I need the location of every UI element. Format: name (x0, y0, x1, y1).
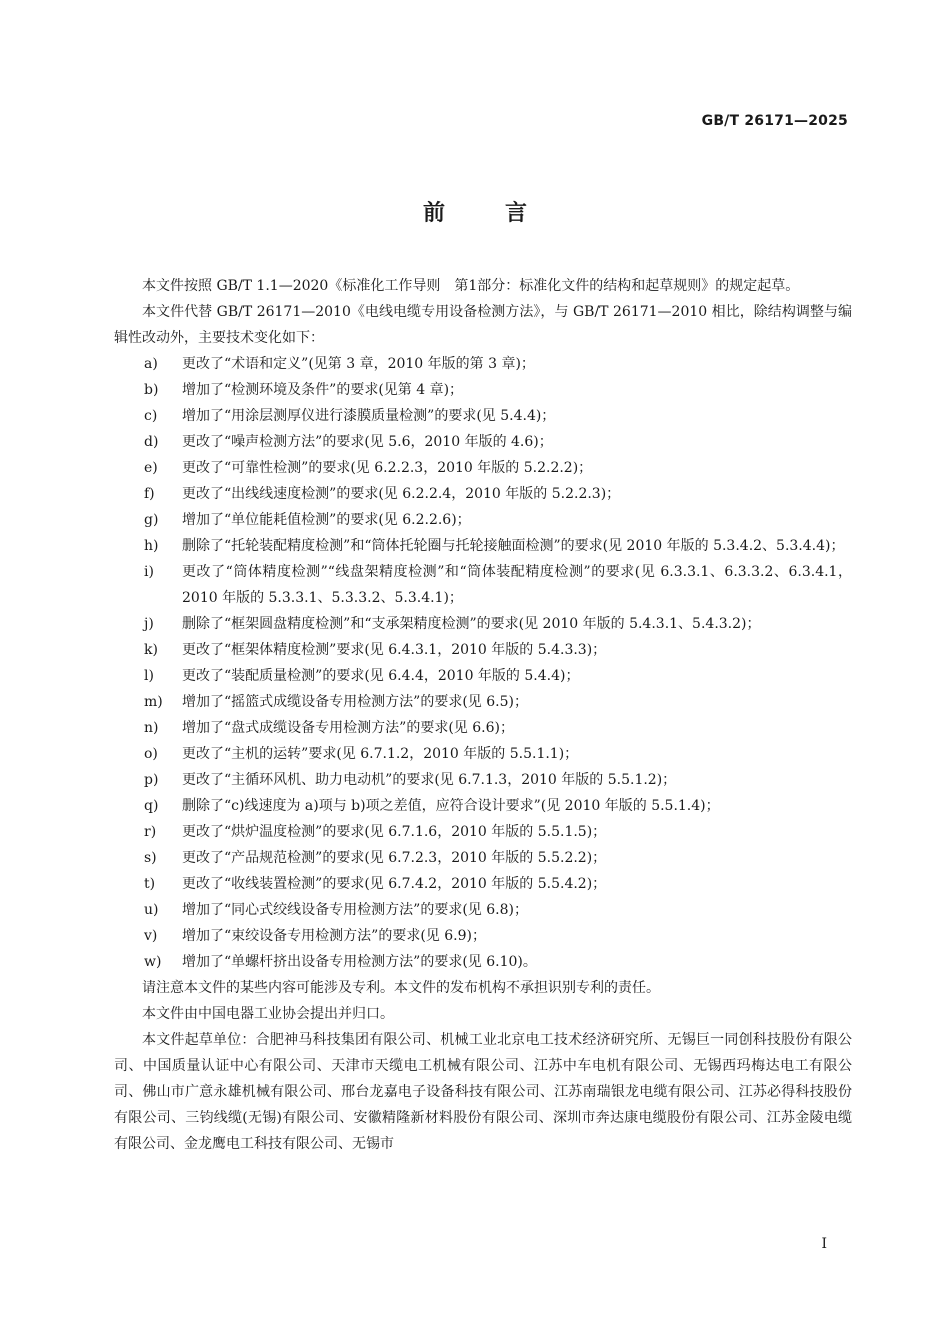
item-text: 增加了“用涂层测厚仪进行漆膜质量检测”的要求(见 5.4.4)； (182, 408, 556, 424)
item-label: f) (144, 486, 155, 502)
item-label: a) (144, 356, 158, 372)
item-text: 删除了“托轮装配精度检测”和“筒体托轮圈与托轮接触面检测”的要求(见 2010 年版的 5.3.4.2、5.3.4.4)； (182, 538, 845, 554)
item-label: k) (144, 642, 158, 658)
item-text: 增加了“束绞设备专用检测方法”的要求(见 6.9)； (182, 928, 486, 944)
list-item (114, 871, 852, 897)
item-label: b) (144, 382, 159, 398)
list-item (114, 403, 852, 429)
list-item (114, 689, 852, 715)
list-item (114, 611, 852, 637)
list-item (114, 663, 852, 689)
list-item (114, 351, 852, 377)
list-item (114, 715, 852, 741)
intro-paragraph: 本文件代替 GB/T 26171—2010《电线电缆专用设备检测方法》，与 GB/T 26171—2010 相比，除结构调整与编辑性改动外，主要技术变化如下： (114, 304, 852, 346)
intro-paragraph: 本文件按照 GB/T 1.1—2020《标准化工作导则 第1部分：标准化文件的结构和起草规则》的规定起草。 (142, 278, 800, 294)
item-text: 增加了“同心式绞线设备专用检测方法”的要求(见 6.8)； (182, 902, 528, 918)
item-text: 增加了“单位能耗值检测”的要求(见 6.2.2.6)； (182, 512, 471, 528)
item-text: 更改了“主机的运转”要求(见 6.7.1.2，2010 年版的 5.5.1.1)； (182, 746, 579, 762)
list-item (114, 481, 852, 507)
item-text: 更改了“装配质量检测”的要求(见 6.4.4，2010 年版的 5.4.4)； (182, 668, 580, 684)
page-number: I (821, 1236, 827, 1252)
changes-list (114, 351, 852, 975)
list-item (114, 845, 852, 871)
item-text: 更改了“框架体精度检测”要求(见 6.4.3.1，2010 年版的 5.4.3.3)； (182, 642, 607, 658)
list-item (114, 507, 852, 533)
standard-code: GB/T 26171—2025 (701, 113, 848, 129)
item-label: p) (144, 772, 159, 788)
list-item (114, 741, 852, 767)
foreword-body (114, 273, 852, 1157)
item-text: 更改了“收线装置检测”的要求(见 6.7.4.2，2010 年版的 5.5.4.2)； (182, 876, 607, 892)
list-item (114, 793, 852, 819)
item-text: 增加了“盘式成缆设备专用检测方法”的要求(见 6.6)； (182, 720, 514, 736)
list-item (114, 429, 852, 455)
item-text: 更改了“噪声检测方法”的要求(见 5.6，2010 年版的 4.6)； (182, 434, 553, 450)
item-label: j) (144, 616, 154, 632)
list-item (114, 923, 852, 949)
item-text: 更改了“产品规范检测”的要求(见 6.7.2.3，2010 年版的 5.5.2.2)； (182, 850, 607, 866)
item-text: 增加了“摇篮式成缆设备专用检测方法”的要求(见 6.5)； (182, 694, 528, 710)
list-item (114, 377, 852, 403)
item-label: h) (144, 538, 159, 554)
item-label: d) (144, 434, 159, 450)
item-text: 增加了“单螺杆挤出设备专用检测方法”的要求(见 6.10)。 (182, 954, 537, 970)
list-item (114, 637, 852, 663)
item-label: q) (144, 798, 159, 814)
item-text: 更改了“烘炉温度检测”的要求(见 6.7.1.6，2010 年版的 5.5.1.5)； (182, 824, 607, 840)
patent-notice: 请注意本文件的某些内容可能涉及专利。本文件的发布机构不承担识别专利的责任。 (142, 980, 660, 996)
item-text: 删除了“框架圆盘精度检测”和“支承架精度检测”的要求(见 2010 年版的 5.4.3.1、5.4.3.2)； (182, 616, 761, 632)
list-item (114, 455, 852, 481)
item-text: 更改了“术语和定义”(见第 3 章，2010 年版的第 3 章)； (182, 356, 535, 372)
item-label: c) (144, 408, 158, 424)
list-item (114, 533, 852, 559)
item-label: m) (144, 694, 163, 710)
list-item (114, 897, 852, 923)
list-item (114, 819, 852, 845)
drafting-units: 本文件起草单位：合肥神马科技集团有限公司、机械工业北京电工技术经济研究所、无锡巨一同创科技股份有限公司、中国质量认证中心有限公司、天津市天缆电工机械有限公司、江苏中车电机有限公司、无锡西玛梅达电工有限公司、佛山市广意永雄机械有限公司、邢台龙嘉电子设备科技有限公司、江苏南瑞银龙电缆有限公司、江苏必得科技股份有限公司、三钧线缆(无锡)有限公司、安徽精隆新材料股份有限公司、深圳市奔达康电缆股份有限公司、江苏金陵电缆有限公司、金龙鹰电工科技有限公司、无锡市 (114, 1032, 852, 1152)
item-label: r) (144, 824, 157, 840)
item-label: i) (144, 564, 154, 580)
item-label: t) (144, 876, 156, 892)
item-label: s) (144, 850, 157, 866)
list-item (114, 767, 852, 793)
list-item (114, 559, 852, 611)
item-label: w) (144, 954, 162, 970)
item-label: v) (144, 928, 158, 944)
page-title: 前言 (422, 201, 587, 226)
item-text: 增加了“检测环境及条件”的要求(见第 4 章)； (182, 382, 464, 398)
item-label: n) (144, 720, 159, 736)
item-text: 删除了“c)线速度为 a)项与 b)项之差值，应符合设计要求”(见 2010 年版的 5.5.1.4)； (182, 798, 720, 814)
proposer-statement: 本文件由中国电器工业协会提出并归口。 (142, 1006, 394, 1022)
item-label: o) (144, 746, 158, 762)
item-label: e) (144, 460, 158, 476)
item-text: 更改了“出线线速度检测”的要求(见 6.2.2.4，2010 年版的 5.2.2.3)； (182, 486, 621, 502)
item-text: 更改了“筒体精度检测”“线盘架精度检测”和“筒体装配精度检测”的要求(见 6.3.3.1、6.3.3.2、6.3.4.1，2010 年版的 5.3.3.1、5.3.3.2、5.3.4.1)； (182, 564, 852, 606)
item-label: l) (144, 668, 154, 684)
item-label: u) (144, 902, 159, 918)
item-text: 更改了“主循环风机、助力电动机”的要求(见 6.7.1.3，2010 年版的 5.5.1.2)； (182, 772, 677, 788)
item-text: 更改了“可靠性检测”的要求(见 6.2.2.3，2010 年版的 5.2.2.2)； (182, 460, 593, 476)
list-item (114, 949, 852, 975)
item-label: g) (144, 512, 159, 528)
